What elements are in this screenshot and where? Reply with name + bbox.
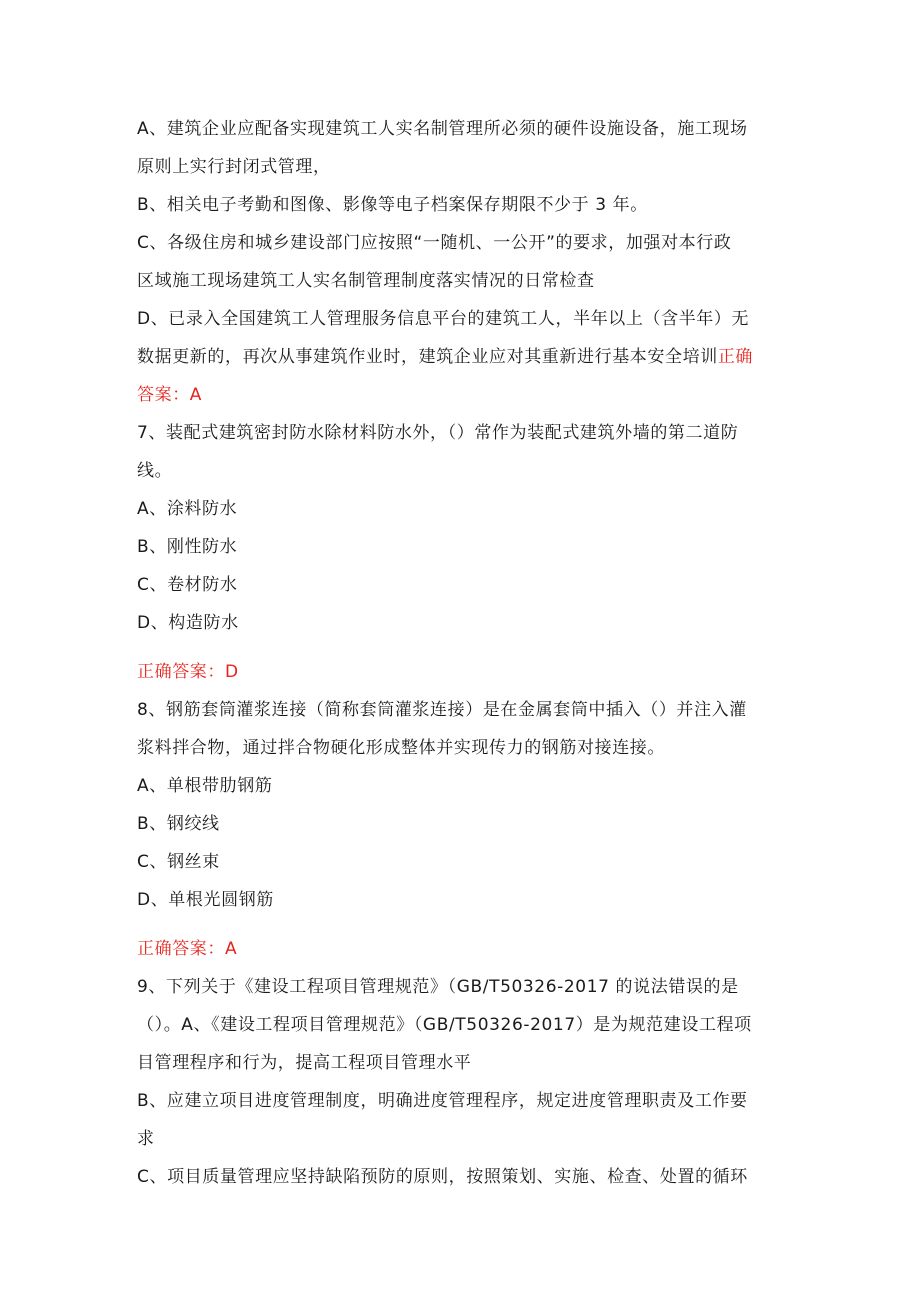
q6-option-d-line1: D、已录入全国建筑工人管理服务信息平台的建筑工人，半年以上（含半年）无 bbox=[137, 309, 750, 329]
q9-stem-line1: 9、下列关于《建设工程项目管理规范》（GB/T50326-2017 的说法错误的是 bbox=[137, 977, 739, 997]
q6-option-c-line1: C、各级住房和城乡建设部门应按照“一随机、一公开”的要求，加强对本行政 bbox=[137, 233, 732, 253]
q8-option-b: B、钢绞线 bbox=[137, 814, 220, 834]
q9-option-c-line1: C、项目质量管理应坚持缺陷预防的原则，按照策划、实施、检查、处置的循环 bbox=[137, 1167, 748, 1187]
q8-answer: 正确答案：A bbox=[137, 939, 238, 959]
q6-option-b: B、相关电子考勤和图像、影像等电子档案保存期限不少于 3 年。 bbox=[137, 195, 648, 215]
q7-answer: 正确答案：D bbox=[137, 662, 239, 682]
q7-stem-line1: 7、装配式建筑密封防水除材料防水外，（）常作为装配式建筑外墙的第二道防 bbox=[137, 423, 739, 443]
q9-stem-line3: 目管理程序和行为，提高工程项目管理水平 bbox=[137, 1053, 472, 1073]
q8-option-a: A、单根带肋钢筋 bbox=[137, 776, 273, 796]
q6-answer: 答案：A bbox=[137, 385, 203, 405]
q7-option-a: A、涂料防水 bbox=[137, 499, 238, 519]
q8-option-c: C、钢丝束 bbox=[137, 852, 220, 872]
q8-stem-line1: 8、钢筋套筒灌浆连接（简称套筒灌浆连接）是在金属套筒中插入（）并注入灌 bbox=[137, 700, 747, 720]
q9-option-b-line1: B、应建立项目进度管理制度，明确进度管理程序，规定进度管理职责及工作要 bbox=[137, 1091, 748, 1111]
q7-option-c: C、卷材防水 bbox=[137, 575, 238, 595]
q6-option-c-line2: 区域施工现场建筑工人实名制管理制度落实情况的日常检查 bbox=[137, 271, 595, 291]
q7-stem-line2: 线。 bbox=[137, 461, 173, 481]
q6-option-d-line2 bbox=[137, 345, 797, 369]
q6-option-d-line2-text: 数据更新的，再次从事建筑作业时，建筑企业应对其重新进行基本安全培训 bbox=[137, 347, 718, 367]
q8-option-d: D、单根光圆钢筋 bbox=[137, 890, 274, 910]
q6-option-a-line2: 原则上实行封闭式管理， bbox=[137, 157, 331, 177]
q7-option-b: B、刚性防水 bbox=[137, 537, 238, 557]
q9-option-b-line2: 求 bbox=[137, 1129, 155, 1149]
q7-option-d: D、构造防水 bbox=[137, 613, 239, 633]
q8-stem-line2: 浆料拌合物，通过拌合物硬化形成整体并实现传力的钢筋对接连接。 bbox=[137, 738, 665, 758]
q6-answer-prefix: 正确 bbox=[717, 347, 754, 367]
q9-stem-line2: （）。A、《建设工程项目管理规范》（GB/T50326-2017）是为规范建设工程项 bbox=[137, 1015, 752, 1035]
q6-option-a-line1: A、建筑企业应配备实现建筑工人实名制管理所必须的硬件设施设备，施工现场 bbox=[137, 119, 748, 139]
